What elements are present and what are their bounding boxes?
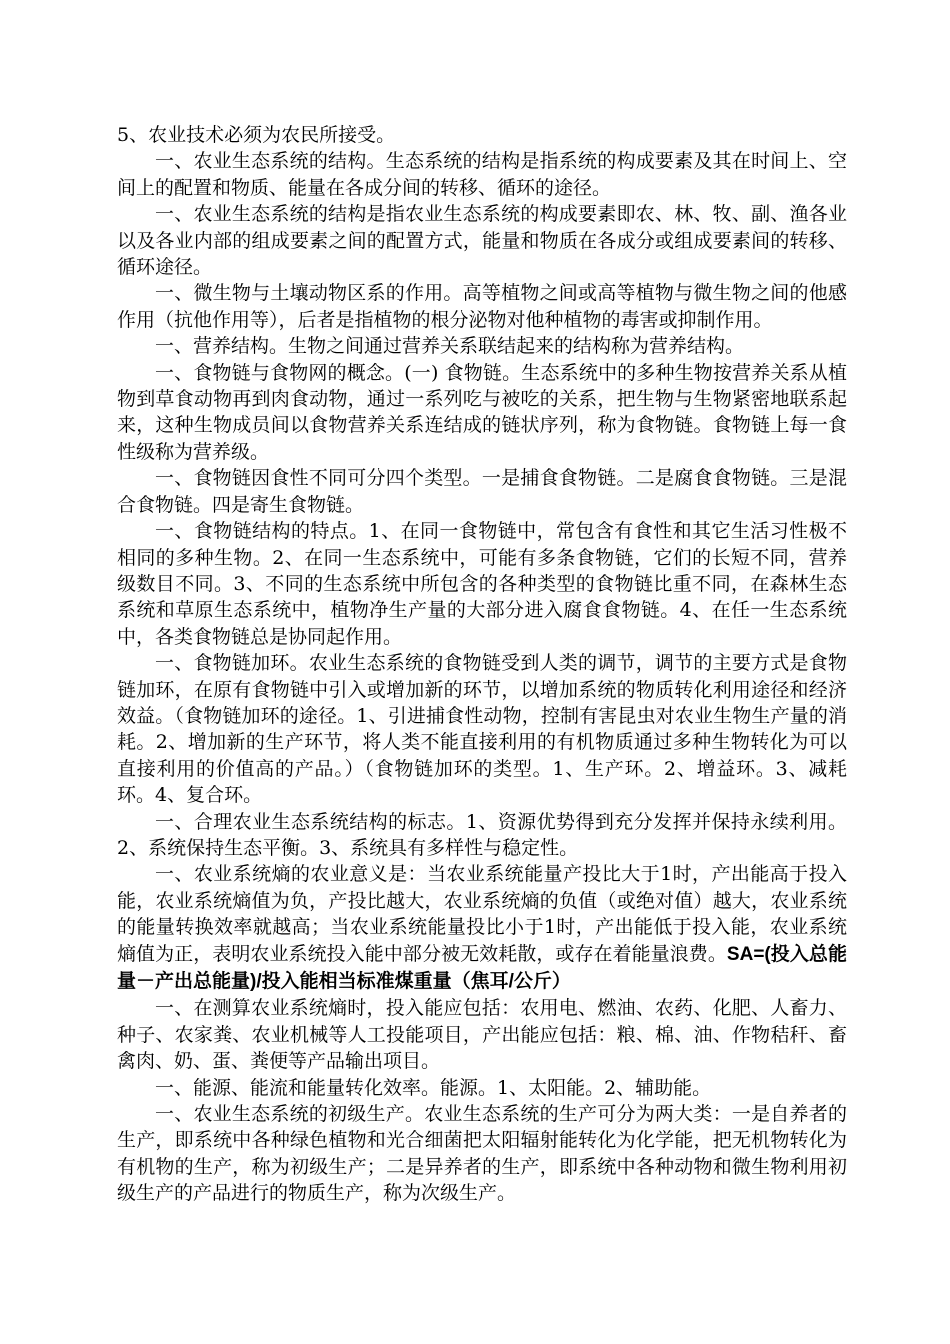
- paragraph-12: 一、在测算农业系统熵时，投入能应包括：农用电、燃油、农药、化肥、人畜力、种子、农家粪、农业机械等人工投能项目，产出能应包括：粮、棉、油、作物秸秆、畜禽肉、奶、蛋、粪便等产品输出项目。: [117, 997, 847, 1073]
- paragraph-14: 一、农业生态系统的初级生产。农业生态系统的生产可分为两大类：一是自养者的生产，即系统中各种绿色植物和光合细菌把太阳辐射能转化为化学能，把无机物转化为有机物的生产，称为初级生产；二是异养者的生产，即系统中各种动物和微生物利用初级生产的产品进行的物质生产，称为次级生产。: [117, 1103, 847, 1205]
- paragraph-13: 一、能源、能流和能量转化效率。能源。1、太阳能。2、辅助能。: [155, 1076, 712, 1099]
- paragraph-4: 一、微生物与土壤动物区系的作用。高等植物之间或高等植物与微生物之间的他感作用（抗他作用等），后者是指植物的根分泌物对他种植物的毒害或抑制作用。: [117, 282, 847, 331]
- paragraph-1: 5、农业技术必须为农民所接受。: [117, 124, 396, 146]
- paragraph-8: 一、食物链结构的特点。1、在同一食物链中，常包含有食性和其它生活习性极不相同的多种生物。2、在同一生态系统中，可能有多条食物链，它们的长短不同，营养级数目不同。3、不同的生态系统中所包含的各种类型的食物链比重不同，在森林生态系统和草原生态系统中，植物净生产量的大部分进入腐食食物链。4、在任一生态系统中，各类食物链总是协同起作用。: [117, 520, 847, 648]
- paragraph-7: 一、食物链因食性不同可分四个类型。一是捕食食物链。二是腐食食物链。三是混合食物链。四是寄生食物链。: [117, 467, 847, 516]
- entropy-text: 一、农业系统熵的农业意义是：当农业系统能量产投比大于1时，产出能高于投入能，农业系统熵值为负，产投比越大，农业系统熵的负值（或绝对值）越大，农业系统的能量转换效率就越高；当农业系统能量投比小于1时，产出能低于投入能，农业系统熵值为正，表明农业系统投入能中部分被无效耗散，或存在着能量浪费。: [117, 863, 847, 965]
- paragraph-10: 一、合理农业生态系统结构的标志。1、资源优势得到充分发挥并保持永续利用。2、系统保持生态平衡。3、系统具有多样性与稳定性。: [117, 810, 847, 859]
- document-body: [117, 122, 847, 1207]
- paragraph-3: 一、农业生态系统的结构是指农业生态系统的构成要素即农、林、牧、副、渔各业以及各业内部的组成要素之间的配置方式，能量和物质在各成分或组成要素间的转移、循环途径。: [117, 203, 847, 279]
- paragraph-5: 一、营养结构。生物之间通过营养关系联结起来的结构称为营养结构。: [155, 335, 745, 358]
- entropy-formula: SA=(投入总能量－产出总能量)/投入能相当标准煤重量（焦耳/公斤）: [117, 943, 847, 992]
- paragraph-9: 一、食物链加环。农业生态系统的食物链受到人类的调节，调节的主要方式是食物链加环，在原有食物链中引入或增加新的环节，以增加系统的物质转化利用途径和经济效益。（食物链加环的途径。1、引进捕食性动物，控制有害昆虫对农业生物生产量的消耗。2、增加新的生产环节，将人类不能直接利用的有机物质通过多种生物转化为可以直接利用的价值高的产品。）（食物链加环的类型。1、生产环。2、增益环。3、减耗环。4、复合环。: [117, 652, 847, 807]
- paragraph-6: 一、食物链与食物网的概念。(一) 食物链。生态系统中的多种生物按营养关系从植物到草食动物再到肉食动物，通过一系列吃与被吃的关系，把生物与生物紧密地联系起来，这种生物成员间以食物营养关系连结成的链状序列，称为食物链。食物链上每一食性级称为营养级。: [117, 361, 847, 463]
- paragraph-2: 一、农业生态系统的结构。生态系统的结构是指系统的构成要素及其在时间上、空间上的配置和物质、能量在各成分间的转移、循环的途径。: [117, 150, 847, 199]
- paragraph-11: [117, 861, 847, 995]
